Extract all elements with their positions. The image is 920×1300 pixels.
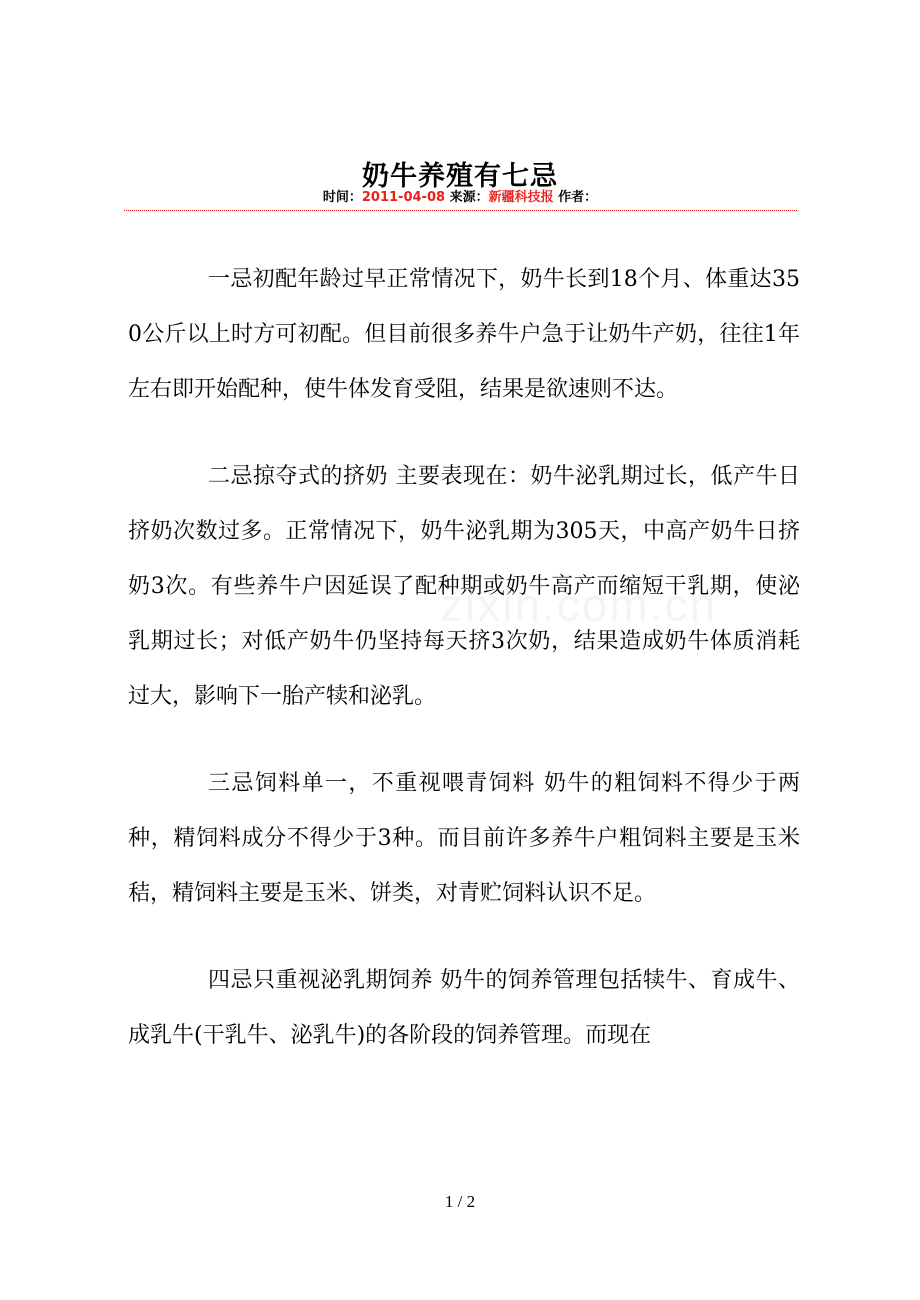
paragraph-3: 三忌饲料单一，不重视喂青饲料 奶牛的粗饲料不得少于两种，精饲料成分不得少于3种。而目前许多养牛户粗饲料主要是玉米秸，精饲料主要是玉米、饼类，对青贮饲料认识不足。 bbox=[128, 771, 800, 906]
article-body bbox=[128, 252, 800, 1095]
header-divider bbox=[124, 210, 797, 211]
page-indicator: 1 / 2 bbox=[444, 1192, 476, 1211]
author-label: 作者： bbox=[558, 190, 598, 205]
paragraph-1: 一忌初配年龄过早正常情况下，奶牛长到18个月、体重达350公斤以上时方可初配。但目前很多养牛户急于让奶牛产奶，往往1年左右即开始配种，使牛体发育受阻，结果是欲速则不达。 bbox=[128, 267, 800, 402]
article-meta bbox=[0, 186, 920, 205]
paragraph-2: 二忌掠夺式的挤奶 主要表现在：奶牛泌乳期过长，低产牛日挤奶次数过多。正常情况下，奶牛泌乳期为305天，中高产奶牛日挤奶3次。有些养牛户因延误了配种期或奶牛高产而缩短干乳期，使泌乳期过长；对低产奶牛仍坚持每天挤3次奶，结果造成奶牛体质消耗过大，影响下一胎产犊和泌乳。 bbox=[128, 464, 800, 709]
publish-date: 2011-04-08 bbox=[361, 190, 446, 205]
source-name: 新疆科技报 bbox=[488, 190, 554, 205]
source-label: 来源： bbox=[449, 190, 489, 205]
paragraph-4: 四忌只重视泌乳期饲养 奶牛的饲养管理包括犊牛、育成牛、成乳牛(干乳牛、泌乳牛)的各阶段的饲养管理。而现在 bbox=[128, 968, 800, 1048]
document-title: 奶牛养殖有七忌 bbox=[362, 161, 558, 193]
time-label: 时间： bbox=[322, 190, 362, 205]
